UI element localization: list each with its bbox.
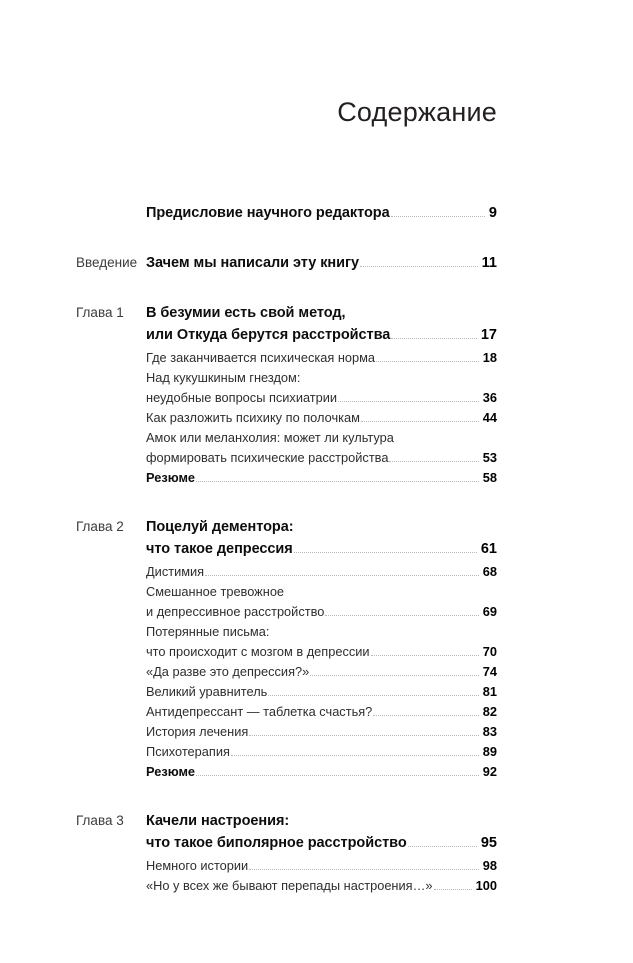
dot-leader	[325, 614, 478, 616]
toc-entry-text: формировать психические расстройства	[146, 450, 389, 465]
toc-subentries	[146, 856, 497, 896]
dot-leader	[434, 888, 472, 890]
toc-chapter-title[interactable]	[146, 538, 497, 560]
toc-entry-text: Антидепрессант — таблетка счастья?	[146, 704, 373, 719]
page-number: 11	[481, 255, 497, 271]
dot-leader	[270, 635, 493, 636]
toc-subentries	[146, 562, 497, 782]
page-number: 83	[482, 724, 497, 739]
page-number: 53	[482, 450, 497, 465]
toc-entry[interactable]	[146, 428, 497, 448]
toc-chapter-title[interactable]	[146, 302, 497, 324]
dot-leader	[391, 337, 477, 339]
toc-section-content	[146, 302, 497, 488]
toc-entry-text: Резюме	[146, 764, 196, 779]
toc-entry-text: «Да разве это депрессия?»	[146, 664, 310, 679]
toc-section	[76, 202, 497, 224]
toc-entry[interactable]	[146, 348, 497, 368]
toc-chapter-title-text: В безумии есть свой метод,	[146, 305, 346, 321]
toc-section-content	[146, 252, 497, 274]
toc-chapter-title[interactable]	[146, 324, 497, 346]
toc-chapter-title[interactable]	[146, 202, 497, 224]
toc-subentries	[146, 348, 497, 488]
dot-leader	[347, 316, 494, 317]
toc-entry-text: Амок или меланхолия: может ли культура	[146, 430, 394, 445]
toc-entry[interactable]	[146, 602, 497, 622]
toc-section	[76, 810, 497, 896]
toc-chapter-title[interactable]	[146, 252, 497, 274]
page-number: 69	[482, 604, 497, 619]
toc-entry[interactable]	[146, 856, 497, 876]
toc-entry-text: и депрессивное расстройство	[146, 604, 325, 619]
dot-leader	[389, 460, 478, 462]
page-number: 70	[482, 644, 497, 659]
toc-section-label: Введение	[76, 255, 138, 270]
dot-leader	[376, 360, 479, 362]
page-number: 82	[482, 704, 497, 719]
toc-entry-text: Где заканчивается психическая норма	[146, 350, 376, 365]
page-number: 44	[482, 410, 497, 425]
page-number: 9	[488, 205, 497, 221]
toc-chapter-title[interactable]	[146, 516, 497, 538]
toc-section-label: Глава 2	[76, 519, 124, 534]
dot-leader	[205, 574, 479, 576]
toc-chapter-title-text: Качели настроения:	[146, 813, 290, 829]
dot-leader	[301, 381, 493, 382]
dot-leader	[196, 480, 479, 482]
dot-leader	[373, 714, 478, 716]
dot-leader	[268, 694, 478, 696]
page-title: Содержание	[337, 97, 497, 127]
toc-chapter-title[interactable]	[146, 810, 497, 832]
page-number: 61	[480, 541, 497, 557]
toc-chapter-title-text: Зачем мы написали эту книгу	[146, 255, 359, 271]
page-number: 95	[480, 835, 497, 851]
toc-entry[interactable]	[146, 368, 497, 388]
toc-section-row	[76, 302, 497, 488]
page-number: 68	[482, 564, 497, 579]
toc-entry-text: Резюме	[146, 470, 196, 485]
toc-entry[interactable]	[146, 762, 497, 782]
table-of-contents	[76, 202, 497, 896]
page-number: 74	[482, 664, 497, 679]
toc-entry-text: Дистимия	[146, 564, 205, 579]
toc-entry-text: «Но у всех же бывают перепады настроения…»	[146, 878, 433, 893]
toc-entry[interactable]	[146, 582, 497, 602]
dot-leader	[290, 824, 493, 825]
toc-section	[76, 516, 497, 782]
toc-section-content	[146, 810, 497, 896]
toc-entry-text: Как разложить психику по полочкам	[146, 410, 360, 425]
toc-section-row	[76, 516, 497, 782]
page-number: 36	[482, 390, 497, 405]
toc-entry[interactable]	[146, 682, 497, 702]
toc-section-content	[146, 516, 497, 782]
toc-entry-text: что происходит с мозгом в депрессии	[146, 644, 370, 659]
toc-section-label: Глава 3	[76, 813, 124, 828]
toc-entry-text: неудобные вопросы психиатрии	[146, 390, 338, 405]
dot-leader	[395, 441, 493, 442]
toc-entry[interactable]	[146, 408, 497, 428]
dot-leader	[361, 420, 479, 422]
page-number: 81	[482, 684, 497, 699]
dot-leader	[310, 674, 479, 676]
toc-section	[76, 302, 497, 488]
toc-chapter-title-text: Предисловие научного редактора	[146, 205, 390, 221]
dot-leader	[391, 215, 485, 217]
toc-chapter-title-text: что такое депрессия	[146, 541, 293, 557]
toc-entry-text: Немного истории	[146, 858, 249, 873]
toc-section-row	[76, 252, 497, 274]
dot-leader	[231, 754, 479, 756]
page-number: 17	[480, 327, 497, 343]
toc-chapter-title-text: что такое биполярное расстройство	[146, 835, 407, 851]
toc-section-row	[76, 810, 497, 896]
toc-entry[interactable]	[146, 468, 497, 488]
dot-leader	[249, 734, 478, 736]
dot-leader	[249, 868, 479, 870]
dot-leader	[295, 530, 493, 531]
page-number: 98	[482, 858, 497, 873]
toc-entry[interactable]	[146, 448, 497, 468]
toc-chapter-title[interactable]	[146, 832, 497, 854]
toc-entry[interactable]	[146, 876, 497, 896]
toc-entry[interactable]	[146, 642, 497, 662]
toc-entry[interactable]	[146, 702, 497, 722]
dot-leader	[360, 265, 478, 267]
toc-section	[76, 252, 497, 274]
toc-section-content	[146, 202, 497, 224]
dot-leader	[285, 595, 493, 596]
toc-entry[interactable]	[146, 562, 497, 582]
page-number: 92	[482, 764, 497, 779]
toc-section-row	[76, 202, 497, 224]
toc-entry-text: Психотерапия	[146, 744, 230, 759]
page-number: 100	[475, 878, 497, 893]
page-number: 89	[482, 744, 497, 759]
toc-entry[interactable]	[146, 388, 497, 408]
toc-entry-text: Смешанное тревожное	[146, 584, 285, 599]
toc-section-label: Глава 1	[76, 305, 124, 320]
dot-leader	[371, 654, 479, 656]
toc-entry[interactable]	[146, 742, 497, 762]
dot-leader	[338, 400, 479, 402]
toc-entry-text: Великий уравнитель	[146, 684, 268, 699]
toc-entry-text: История лечения	[146, 724, 249, 739]
toc-chapter-title-text: или Откуда берутся расстройства	[146, 327, 391, 343]
dot-leader	[408, 845, 477, 847]
toc-entry-text: Над кукушкиным гнездом:	[146, 370, 301, 385]
toc-entry-text: Потерянные письма:	[146, 624, 270, 639]
toc-chapter-title-text: Поцелуй дементора:	[146, 519, 294, 535]
dot-leader	[196, 774, 479, 776]
page-number: 18	[482, 350, 497, 365]
page-number: 58	[482, 470, 497, 485]
toc-entry[interactable]	[146, 722, 497, 742]
toc-entry[interactable]	[146, 622, 497, 642]
dot-leader	[294, 551, 477, 553]
toc-entry[interactable]	[146, 662, 497, 682]
